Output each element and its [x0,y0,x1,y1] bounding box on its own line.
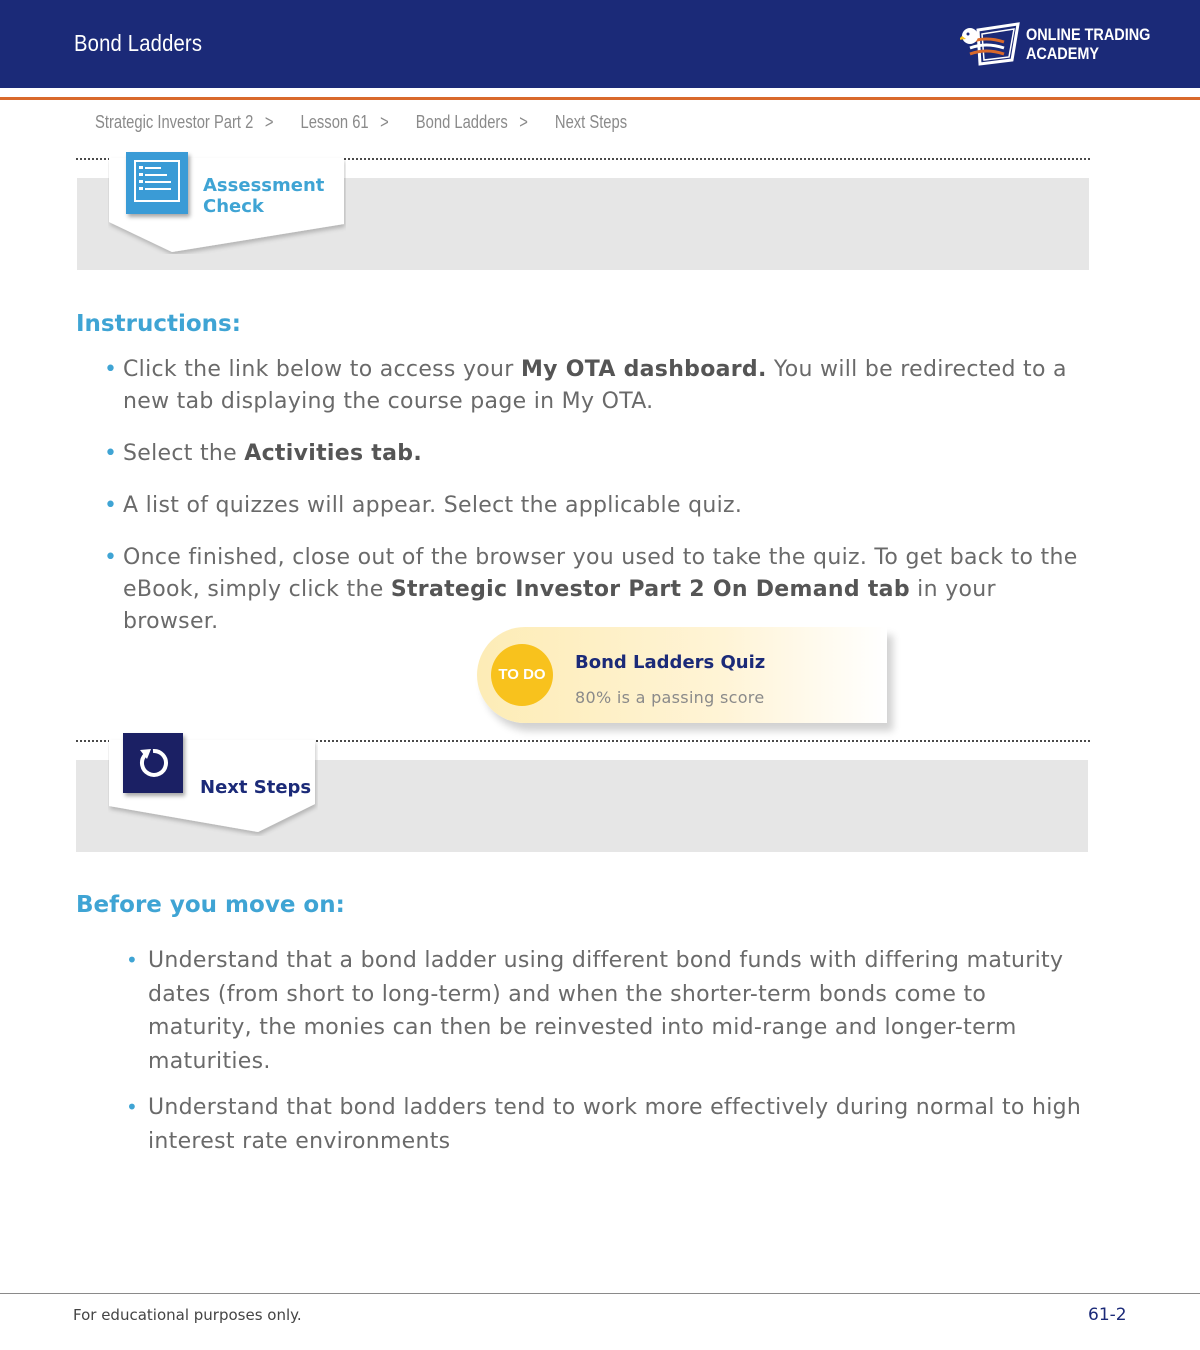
logo-text [1026,25,1150,63]
todo-badge [491,644,553,706]
header-divider [0,88,1200,97]
quiz-title[interactable]: Bond Ladders Quiz [575,652,766,673]
list-item [104,490,1084,522]
breadcrumb-item-current[interactable]: Next Steps [554,112,628,132]
instruction-text: Once finished, close out of the browser you used to take the quiz. To get back to the eBook, simply click the [123,545,1078,602]
breadcrumb-separator: > [380,112,389,132]
header-title: Bond Ladders [74,30,203,56]
footer-disclaimer: For educational purposes only. [73,1306,302,1324]
next-steps-label: Next Steps [200,777,312,798]
footer-divider [0,1293,1200,1294]
breadcrumb-separator: > [519,112,528,132]
before-move-on-heading: Before you move on: [76,892,345,918]
ota-logo [960,20,1151,68]
quiz-todo-card[interactable] [477,627,887,723]
todo-badge-label: TO DO [498,666,546,683]
before-move-on-list [126,944,1096,1171]
instruction-emphasis: Strategic Investor Part 2 On Demand tab [390,577,910,602]
instructions-list [104,354,1084,658]
instruction-text: in your browser. [123,577,996,634]
list-item: • Understand that bond ladders tend to work more effectively during normal to high interest rate environments [126,1091,1096,1158]
logo-text-line2: ACADEMY [1026,44,1100,63]
instruction-emphasis: Activities tab. [244,441,422,466]
page-header [0,0,1200,88]
breadcrumb-item-topic[interactable]: Bond Ladders [415,112,508,132]
assessment-label-line1: Assessment [203,175,325,196]
list-item: • Understand that a bond ladder using different bond funds with differing maturity dates (from short to long-term) and when the shorter-term bonds come to maturity, the monies can then be reinvested into mid-range and longer-term maturities. [126,944,1096,1078]
list-item [104,542,1084,638]
list-item [104,354,1084,418]
ota-emblem-icon [960,20,1022,66]
instruction-emphasis: My OTA dashboard. [520,357,767,382]
logo-text-line1: ONLINE TRADING [1026,25,1151,44]
breadcrumb [95,112,639,133]
header-accent-rule [0,97,1200,100]
page-number: 61-2 [1088,1305,1127,1325]
breadcrumb-separator: > [264,112,274,132]
refresh-icon [123,733,183,793]
assessment-label-line2: Check [203,196,264,217]
list-item [104,438,1084,470]
breadcrumb-item-lesson[interactable]: Lesson 61 [300,112,369,132]
instruction-text: You will be redirected to a new tab displaying the course page in My OTA. [123,357,1067,414]
instruction-text: A list of quizzes will appear. Select the applicable quiz. [123,493,743,518]
checklist-icon [126,152,188,214]
quiz-subtitle: 80% is a passing score [575,688,765,707]
instruction-text: Click the link below to access your [123,357,521,382]
breadcrumb-item-course[interactable]: Strategic Investor Part 2 [95,112,254,132]
instructions-heading: Instructions: [76,311,241,337]
assessment-check-label [203,175,324,217]
instruction-text: Select the [123,441,245,466]
